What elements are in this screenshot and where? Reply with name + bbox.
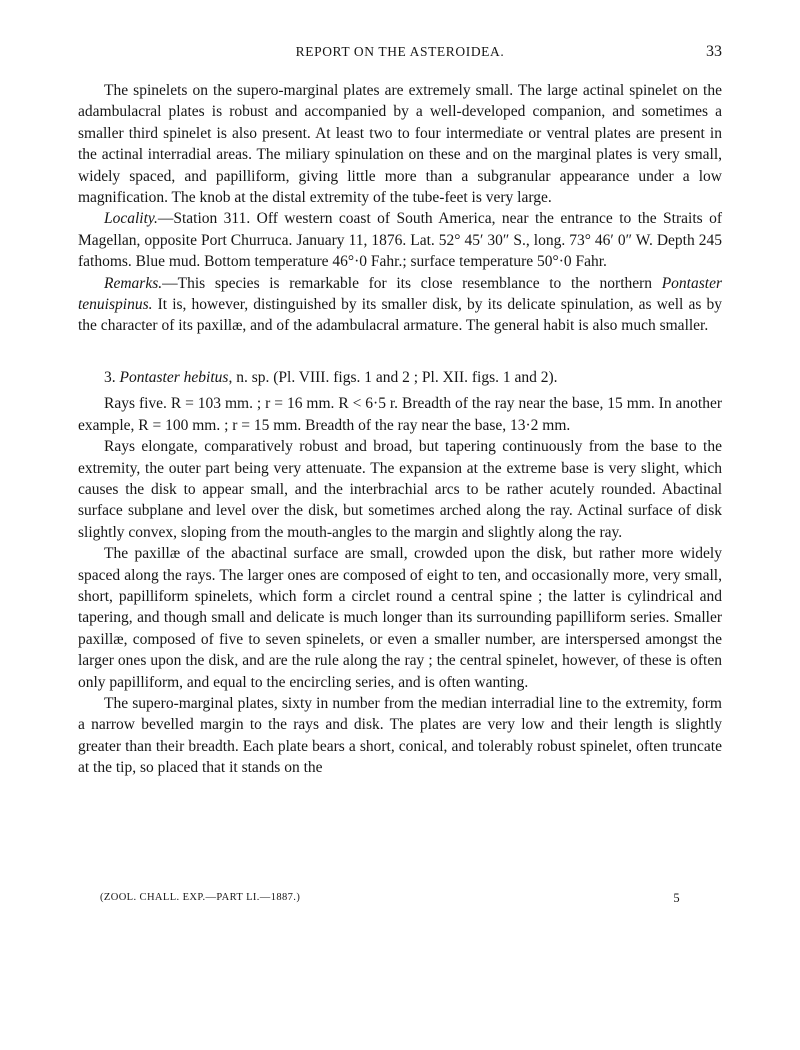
remarks-text-a: —This species is remarkable for its close resemblance to the northern <box>162 274 662 292</box>
paragraph-rays: Rays five. R = 103 mm. ; r = 16 mm. R < 6·5 r. Breadth of the ray near the base, 15 mm. In another example, R = 100 mm. ; r = 15 mm. Breadth of the ray near the base, 13·2 mm. <box>78 395 722 434</box>
body-text <box>78 80 722 779</box>
paragraph-supero-marginal: The supero-marginal plates, sixty in number from the median interradial line to the extremity, form a narrow bevelled margin to the rays and disk. The plates are very low and their length is slightly greater than their breadth. Each plate bears a short, conical, and tolerably robust spinelet, often truncate at the tip, so placed that it stands on the <box>78 694 722 777</box>
locality-label: Locality. <box>104 210 158 228</box>
page-footer <box>100 892 700 912</box>
species-heading <box>78 367 722 388</box>
heading-author: , n. sp. <box>228 368 274 386</box>
remarks-text-b: It is, however, distinguished by its smaller disk, by its delicate spinulation, as well as by the character of its paxillæ, and of the adambulacral armature. The general habit is also much smaller. <box>78 296 722 335</box>
running-title: REPORT ON THE ASTEROIDEA. <box>295 44 505 59</box>
heading-species: Pontaster hebitus <box>119 368 229 386</box>
paragraph-locality <box>78 208 722 272</box>
heading-plates: (Pl. VIII. figs. 1 and 2 ; Pl. XII. figs. 1 and 2). <box>273 368 558 386</box>
paragraph-spinelets: The spinelets on the supero-marginal plates are extremely small. The large actinal spinelet on the adambulacral plates is robust and accompanied by a well-developed companion, and sometimes a smaller third spinelet is also present. At least two to four intermediate or ventral plates are present in the actinal interradial areas. The miliary spinulation on these and on the marginal plates is very small, widely spaced, and papilliform, giving little more than a subgranular appearance under a low magnification. The knob at the distal extremity of the tube-feet is very large. <box>78 82 722 207</box>
footer-signature: (ZOOL. CHALL. EXP.—PART LI.—1887.) <box>100 892 301 903</box>
locality-text: —Station 311. Off western coast of South America, near the entrance to the Straits of Magellan, opposite Port Churruca. January 11, 1876. Lat. 52° 45′ 30″ S., long. 73° 46′ 0″ W. Depth 245 fathoms. Blue mud. Bottom temperature 46°·0 Fahr.; surface temperature 50°·0 Fahr. <box>78 210 722 271</box>
paragraph-remarks <box>78 273 722 337</box>
remarks-label: Remarks. <box>104 274 163 292</box>
page-number: 33 <box>706 43 722 60</box>
remarks-species: Pontaster tenuispinus. <box>78 274 722 314</box>
page-header <box>78 44 722 66</box>
footer-sheet-number: 5 <box>673 891 680 905</box>
paragraph-elongate: Rays elongate, comparatively robust and broad, but tapering continuously from the base to the extremity, the outer part being very attenuate. The expansion at the extreme base is very slight, which causes the disk to appear small, and the interbrachial arcs to be rather acutely rounded. Abactinal surface subplane and level over the disk, but sometimes arched along the ray. Actinal surface of disk slightly convex, sloping from the mouth-angles to the margin and slightly along the ray. <box>78 438 722 541</box>
heading-number: 3. <box>104 368 120 386</box>
paragraph-paxillae: The paxillæ of the abactinal surface are small, crowded upon the disk, but rather more widely spaced along the rays. The larger ones are composed of eight to ten, and occasionally more, very small, short, papilliform spinelets, which form a circlet round a central spine ; the latter is cylindrical and tapering, and though small and delicate is much longer than its surrounding papilliform series. Smaller paxillæ, composed of five to seven spinelets, or even a smaller number, are interspersed amongst the larger ones upon the disk, and are the rule along the ray ; the central spinelet, however, of these is often only papilliform, and equal to the encircling series, and is often wanting. <box>78 545 722 691</box>
